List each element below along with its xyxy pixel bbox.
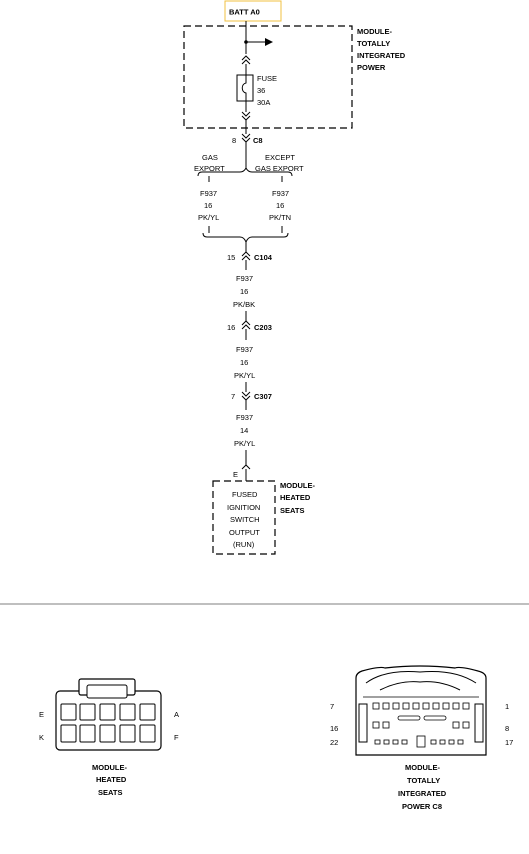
connector-c8-chevron-icon [242,134,250,138]
fuse-label-3: 30A [257,98,271,107]
wire-4-color: PK/YL [234,439,256,448]
tip-face-caption-2: TOTALLY [407,776,441,785]
seat-function-5: (RUN) [233,540,255,549]
fuse-body [237,75,253,101]
tip-face-pin-1: 1 [505,702,510,711]
wire-left-gauge: 16 [204,201,213,210]
tip-face-caption-3: INTEGRATED [398,789,447,798]
heated-seats-connector-face [56,679,161,750]
seat-module-name-2: HEATED [280,493,311,502]
seat-face-caption-3: SEATS [98,788,123,797]
merge-brace [203,233,288,242]
connector-chevron-icon [242,60,250,64]
connector-c104-name: C104 [254,253,272,262]
seat-face-caption-2: HEATED [96,775,127,784]
seat-function-3: SWITCH [230,515,260,524]
seat-module-pin-chevron-icon [242,465,250,469]
tip-module-name-1: MODULE- [357,27,392,36]
split-left-line-2: EXPORT [194,164,225,173]
seat-function-4: OUTPUT [229,528,260,537]
connector-c8-name: C8 [253,136,263,145]
power-source-label: BATT A0 [229,7,260,17]
wire-right-color: PK/TN [269,213,292,222]
seat-face-pin-f: F [174,733,179,742]
tip-face-caption-1: MODULE- [405,763,440,772]
split-right-line-1: EXCEPT [265,153,296,162]
wire-2-color: PK/BK [233,300,256,309]
arrow-right-icon [265,38,273,46]
wire-3-circuit: F937 [236,345,254,354]
wire-2-circuit: F937 [236,274,254,283]
split-right-line-2: GAS EXPORT [255,164,304,173]
connector-c104-pin: 15 [227,253,236,262]
wire-3-gauge: 16 [240,358,249,367]
wire-4-circuit: F937 [236,413,254,422]
seat-face-pin-k: K [39,733,45,742]
wire-right-circuit: F937 [272,189,290,198]
wire-right-gauge: 16 [276,201,285,210]
fuse-label-2: 36 [257,86,266,95]
tip-module-name-3: INTEGRATED [357,51,406,60]
wire-3-color: PK/YL [234,371,256,380]
seat-face-pin-a: A [174,710,180,719]
tip-face-pin-16: 16 [330,724,339,733]
tip-face-caption-4: POWER C8 [402,802,443,811]
connector-c203-chevron-icon [242,325,250,329]
wire-2-gauge: 16 [240,287,249,296]
tip-face-pin-8: 8 [505,724,510,733]
seat-module-name-1: MODULE- [280,481,315,490]
tip-face-pin-7: 7 [330,702,335,711]
tip-face-pin-17: 17 [505,738,514,747]
connector-c203-name: C203 [254,323,272,332]
tip-module-name-2: TOTALLY [357,39,391,48]
seat-module-pin: E [233,470,239,479]
split-left-line-1: GAS [202,153,218,162]
seat-face-pin-e: E [39,710,45,719]
tip-module-name-4: POWER [357,63,386,72]
wire-left-circuit: F937 [200,189,218,198]
wire-left-color: PK/YL [198,213,220,222]
connector-chevron-icon [242,112,250,116]
wire-4-gauge: 14 [240,426,249,435]
seat-face-caption-1: MODULE- [92,763,127,772]
connector-c8-pin: 8 [232,136,237,145]
connector-c307-name: C307 [254,392,272,401]
connector-c104-chevron-icon [242,256,250,260]
connector-c203-pin: 16 [227,323,236,332]
tip-face-pin-22: 22 [330,738,339,747]
fuse-label-1: FUSE [257,74,278,83]
connector-c307-chevron-icon [242,392,250,396]
tip-c8-connector-face [356,666,486,755]
seat-module-name-3: SEATS [280,506,305,515]
connector-c307-pin: 7 [231,392,236,401]
seat-function-2: IGNITION [227,503,261,512]
seat-function-1: FUSED [232,490,258,499]
